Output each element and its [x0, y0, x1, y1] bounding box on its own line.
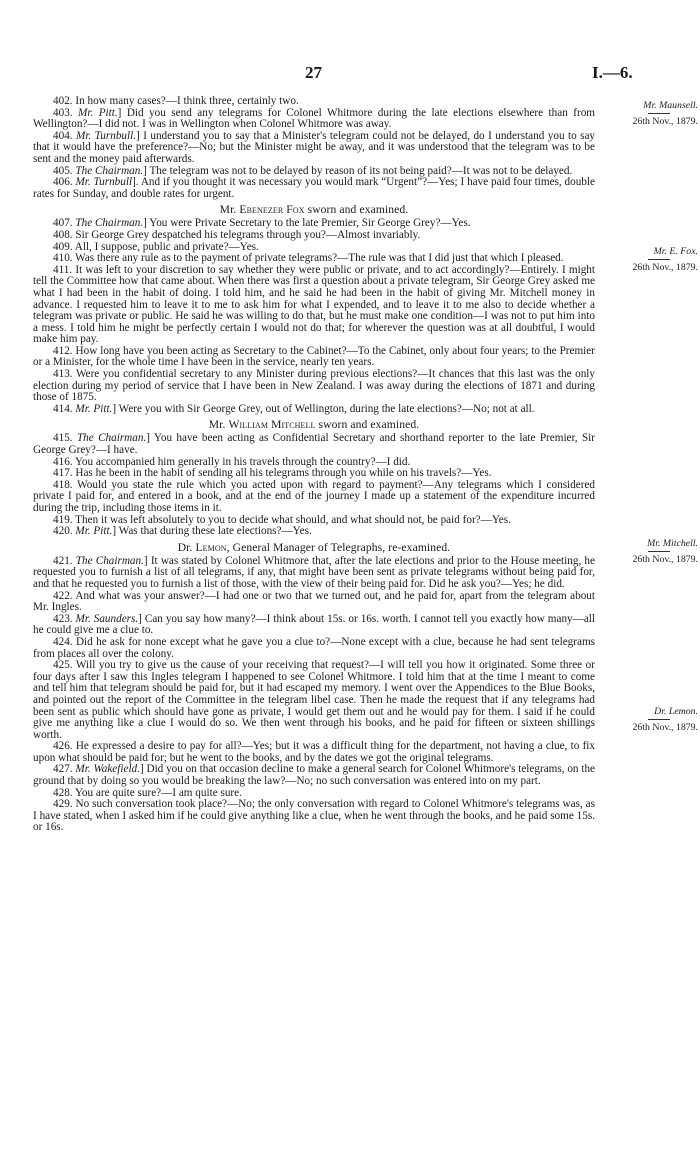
heading-witness-name: Ebenezer Fox [239, 203, 305, 217]
heading-suffix: sworn and examined. [315, 418, 420, 432]
speaker-name: Mr. Wakefield. [75, 763, 140, 776]
question-lead: 428. You are quite sure?—I am quite sure. [53, 786, 242, 799]
question-lead: 418. Would you state the rule which you acted upon with regard to payment?—Any telegrams which I considered private I paid for, and entered in a book, and at the end of the journey I made up a statement of the expenditure incurred during the trip, including those items in it. [33, 478, 595, 514]
question-paragraph [33, 131, 595, 166]
question-lead: 419. Then it was left absolutely to you to decide what should, and what should not, be paid for?—Yes. [53, 513, 511, 526]
question-text: ] Were you with Sir George Grey, out of Wellington, during the late elections?—No; not at all. [112, 402, 535, 415]
question-lead: 415. [53, 432, 77, 445]
question-lead: 420. [53, 525, 76, 538]
speaker-name: The Chairman. [75, 164, 144, 177]
question-lead: 414. [53, 402, 76, 415]
speaker-name: Mr. Pitt. [75, 402, 113, 415]
question-paragraph [33, 369, 595, 404]
section-mitchell [33, 433, 595, 537]
section-lemon [33, 556, 595, 834]
question-text: ]. And if you thought it was necessary you would mark “Urgent”?—Yes; I have paid four times, double rates for Sunday, and double rates for urgent. [33, 176, 595, 200]
question-lead: 417. Has he been in the habit of sending all his telegrams through you while on his travels?—Yes. [53, 467, 492, 480]
speaker-name: Mr. Turnbull [75, 176, 133, 189]
question-text: ] The telegram was not to be delayed by reason of its not being paid?—It was not to be delayed. [143, 164, 573, 177]
question-paragraph [33, 660, 595, 741]
question-lead: 406. [53, 176, 76, 189]
question-lead: 425. Will you try to give us the cause of your receiving that request?—I will tell you how it originated. Some three or four days after I saw this Ingles telegram I happened to see Colonel Whitmore. I told him that at the time I meant to come and tell him that telegram should be paid for, but it had escaped my memory. I went over the Appendices to the Blue Books, and pointed out the report of the Committee in the telegram libel case. Then he made the request that if any telegrams had been sent as public which should have gone as private, I would get them out and he would pay for them. I said if he could give me anything like a clue I would do so. We then went through his books, and he paid for fifteen or sixteen shillings worth. [33, 659, 595, 741]
margin-note-date: 26th Nov., 1879. [632, 554, 698, 565]
question-lead: 422. And what was your answer?—I had one or two that we turned out, and he paid for, apart from the telegram about Mr. Ingles. [33, 589, 595, 614]
speaker-name: Mr. Saunders. [75, 612, 139, 625]
question-paragraph [33, 799, 595, 834]
question-lead: 410. Was there any rule as to the payment of private telegrams?—The rule was that I did just that which I pleased. [53, 252, 564, 265]
question-paragraph [33, 637, 595, 660]
question-lead: 403. [53, 106, 79, 119]
margin-note-mitchell [606, 538, 698, 565]
question-paragraph [33, 614, 595, 637]
margin-note-rule [648, 113, 670, 114]
margin-note-date: 26th Nov., 1879. [632, 116, 698, 127]
margin-note-name: Mr. Maunsell. [643, 100, 698, 111]
question-text: ] Did you send any telegrams for Colonel Whitmore during the late elections elsewhere than from Wellington?—I did not. I was in Wellington when Colonel Whitmore was away. [33, 106, 596, 131]
margin-note-rule [648, 719, 670, 720]
question-lead: 412. How long have you been acting as Secretary to the Cabinet?—To the Cabinet, only about four years; to the Premier or a Minister, for the whole time I have been in the service, nearly ten years. [33, 344, 595, 369]
margin-note-fox [606, 246, 698, 273]
question-lead: 427. [53, 763, 76, 776]
question-lead: 429. No such conversation took place?—No; the only conversation with regard to Colonel Whitmore's telegrams was, as I have stated, when I asked him if he could give anything like a clue, when he went through the books, and he paid some 15s. or 16s. [33, 798, 595, 834]
examination-heading-fox [33, 204, 595, 216]
question-lead: 424. Did he ask for none except what he gave you a clue to?—None except with a clue, because he had sent telegrams from places all over the colony. [33, 635, 595, 660]
margin-note-name: Dr. Lemon. [654, 706, 698, 717]
heading-suffix: sworn and examined. [304, 203, 409, 217]
heading-title: Mr. [219, 203, 240, 217]
question-paragraph [33, 526, 595, 538]
question-lead: 416. You accompanied him generally in his travels through the country?—I did. [53, 455, 411, 468]
question-paragraph [33, 177, 595, 200]
question-paragraph [33, 556, 595, 591]
question-paragraph [33, 404, 595, 416]
margin-note-date: 26th Nov., 1879. [632, 722, 698, 733]
question-lead: 413. Were you confidential secretary to any Minister during previous elections?—It chances that this last was the only election during my period of service that I have been in New Zealand. I was away during the elections of 1871 and during those of 1875. [33, 368, 595, 404]
question-paragraph [33, 764, 595, 787]
speaker-name: The Chairman. [75, 217, 144, 230]
section-maunsell [33, 96, 595, 200]
question-lead: 404. [53, 129, 77, 142]
question-paragraph [33, 346, 595, 369]
margin-note-lemon [606, 706, 698, 733]
question-paragraph [33, 591, 595, 614]
question-lead: 409. All, I suppose, public and private?—Yes. [53, 240, 259, 253]
question-paragraph [33, 433, 595, 456]
question-lead: 405. [53, 164, 76, 177]
question-text: ] Did you on that occasion decline to make a general search for Colonel Whitmore's telegrams, on the ground that by doing so you would be breaking the law?—No; no such conversation was entered into on my part. [33, 763, 596, 788]
page-number: 27 [305, 63, 322, 82]
speaker-name: Mr. Pitt. [75, 525, 113, 538]
examination-heading-lemon [33, 542, 595, 554]
heading-title: Mr. [208, 418, 229, 432]
question-text: ] You have been acting as Confidential Secretary and shorthand reporter to the late Premier, Sir George Grey?—I have. [33, 432, 595, 457]
question-text: ] You were Private Secretary to the late Premier, Sir George Grey?—Yes. [143, 217, 471, 230]
question-text: ] I understand you to say that a Minister's telegram could not be delayed, do I understand you to say that it would have the preference?—No; but the Minister might be away, and it was understood that the telegram was to be sent and the money paid afterwards. [33, 129, 596, 165]
speaker-name: The Chairman. [76, 432, 147, 445]
document-reference: I.—6. [592, 63, 633, 82]
margin-note-date: 26th Nov., 1879. [632, 262, 698, 273]
heading-suffix: , General Manager of Telegraphs, re-examined. [226, 540, 451, 554]
question-lead: 407. [53, 217, 76, 230]
heading-witness-name: William Mitchell [228, 418, 316, 432]
testimony-body [33, 96, 595, 834]
question-lead: 421. [53, 554, 76, 567]
margin-note-maunsell [606, 100, 698, 127]
section-fox [33, 218, 595, 415]
question-paragraph [33, 480, 595, 515]
margin-note-name: Mr. E. Fox. [653, 246, 698, 257]
speaker-name: Mr. Turnbull. [76, 129, 137, 142]
examination-heading-mitchell [33, 419, 595, 431]
question-text: ] Can you say how many?—I think about 15s. or 16s. worth. I cannot tell you exactly how many—all he could give me a clue to. [33, 612, 595, 637]
question-paragraph [33, 108, 595, 131]
question-lead: 408. Sir George Grey despatched his telegrams through you?—Almost invariably. [53, 228, 421, 241]
heading-witness-name: Lemon [195, 540, 227, 554]
margin-note-rule [648, 551, 670, 552]
question-lead: 402. In how many cases?—I think three, certainly two. [53, 95, 299, 107]
question-paragraph [33, 741, 595, 764]
speaker-name: The Chairman. [75, 554, 144, 567]
speaker-name: Mr. Pitt. [78, 106, 118, 119]
heading-title: Dr. [177, 540, 196, 554]
question-lead: 423. [53, 612, 76, 625]
margin-note-name: Mr. Mitchell. [647, 538, 698, 549]
question-lead: 426. He expressed a desire to pay for all?—Yes; but it was a difficult thing for the department, not having a clue, to fix upon what should be paid for; but he went to the books, and by the dates we got the original telegrams. [33, 740, 595, 764]
question-lead: 411. It was left to your discretion to say whether they were public or private, and to act accordingly?—Entirely. I might tell the Committee how that came about. When there was first a question about a private telegram, Sir George Grey asked me what I had been in the habit of doing. I told him, and he said he had been in the habit of giving Mr. Mitchell money in advance. I requested him to leave it to me to ask him for what I expended, and to leave it to me also to decide whether a telegram was private or public. He said he was willing to do that, but he must make one condition—I was not to put him into a mess. I told him he might be perfectly certain I would not do that; for wherever the question was at all doubtful, I would make him pay. [33, 263, 595, 346]
question-paragraph [33, 265, 595, 346]
question-text: ] Was that during these late elections?—Yes. [112, 525, 312, 538]
question-text: ] It was stated by Colonel Whitmore that, after the late elections and prior to the House meeting, he requested you to furnish a list of all telegrams, if any, that might have been sent as private telegrams without being paid for, and that he requested you to furnish a list of those, with the view of their being paid for. Did he ask you?—Yes; he did. [33, 554, 595, 590]
margin-note-rule [648, 259, 670, 260]
